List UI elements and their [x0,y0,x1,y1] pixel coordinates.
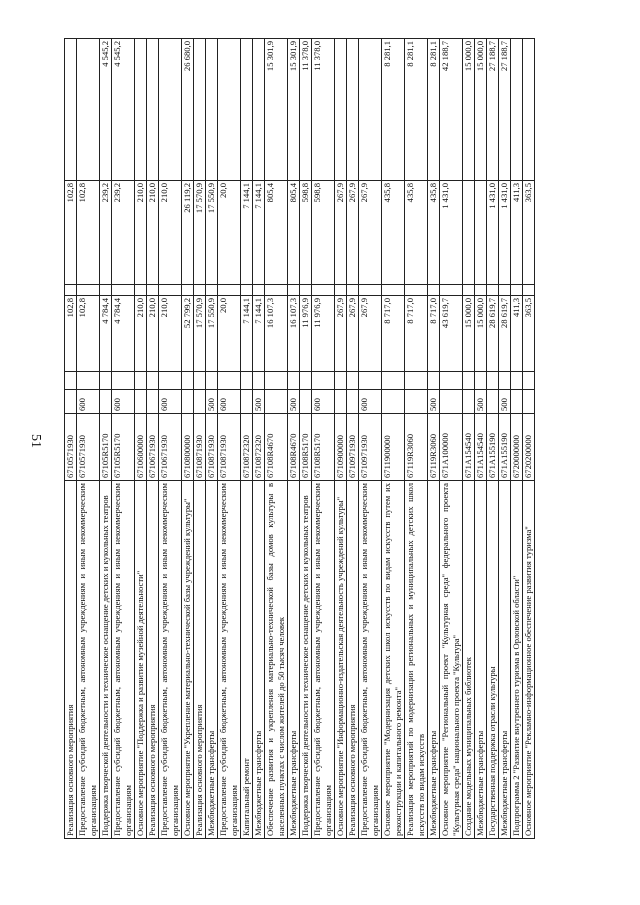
table-cell: 67105R5170 [100,414,112,481]
table-cell: 600 [312,390,335,414]
table-cell [206,372,218,390]
table-cell [135,285,147,296]
table-cell: 17 550,9 [206,296,218,372]
table-cell: 17 550,9 [206,181,218,285]
table-cell: 67108R4670 [288,414,300,481]
table-cell: Межбюджетные трансферты [499,481,511,839]
table-cell: Предоставление субсидий бюджетным, автономным учреждениям и иным некоммерческим организациям [159,481,182,839]
table-cell [440,285,463,296]
table-cell: 7 144,1 [241,296,253,372]
table-cell: Межбюджетные трансферты [206,481,218,839]
table-cell: 805,4 [288,181,300,285]
table-cell: 28 619,7 [487,296,499,372]
table-cell: 8 281,1 [382,39,405,181]
table-cell [335,390,347,414]
table-cell: 16 107,3 [265,296,288,372]
table-cell: 267,9 [359,296,382,372]
table-cell: 17 570,9 [194,181,206,285]
table-cell: 6710671930 [159,414,182,481]
table-cell [159,39,182,181]
table-row [182,39,194,839]
table-cell [147,39,159,181]
table-cell: 102,8 [77,296,100,372]
table-cell: 52 799,2 [182,296,194,372]
table-cell [135,390,147,414]
table-cell [288,372,300,390]
table-cell [347,372,359,390]
table-cell: 8 281,1 [405,39,428,181]
table-cell: Межбюджетные трансферты [475,481,487,839]
table-cell: 500 [206,390,218,414]
table-cell: 15 301,9 [265,39,288,181]
table-cell: 15 000,0 [463,296,475,372]
table-cell [428,285,440,296]
table-cell [194,285,206,296]
table-row [206,39,218,839]
table-cell: 15 000,0 [475,39,487,181]
table-row [428,39,440,839]
table-cell [487,390,499,414]
table-cell [182,372,194,390]
table-cell [206,285,218,296]
table-cell [428,372,440,390]
table-cell: 6710600000 [135,414,147,481]
table-cell [135,39,147,181]
table-cell: Межбюджетные трансферты [253,481,265,839]
table-cell [253,285,265,296]
table-cell [523,285,535,296]
table-cell: 67108R5170 [300,414,312,481]
table-row [77,39,100,839]
table-cell: 500 [499,390,511,414]
table-cell: 6710571930 [65,414,77,481]
table-cell: 671A154540 [463,414,475,481]
table-cell [265,285,288,296]
table-cell: 6710971930 [359,414,382,481]
table-cell: 67108R5170 [312,414,335,481]
table-cell [359,372,382,390]
table-cell: Основное мероприятие "Модернизация детских школ искусств по видам искусств путем их реконструкции и капитального ремонта" [382,481,405,839]
table-cell: 28 619,7 [499,296,511,372]
table-cell [65,390,77,414]
table-cell [347,390,359,414]
table-row [218,39,241,839]
table-cell: 42 188,7 [440,39,463,181]
table-cell: 4 784,4 [112,296,135,372]
table-cell [487,285,499,296]
table-cell: 267,9 [347,181,359,285]
table-cell: 11 378,0 [312,39,335,181]
table-cell: 67105R5170 [112,414,135,481]
table-cell: Обеспечение развития и укрепления материально-технической базы домов культуры в населенных пунктах с числом жителей до 50 тысяч человек [265,481,288,839]
table-cell: 15 000,0 [463,39,475,181]
table-cell: 11 976,9 [300,296,312,372]
table-cell: 210,0 [159,181,182,285]
table-cell: Создание модельных муниципальных библиотек [463,481,475,839]
table-cell: 6710872320 [253,414,265,481]
table-cell: 600 [159,390,182,414]
table-cell [463,372,475,390]
table-cell [359,39,382,181]
table-cell [523,39,535,181]
table-row [112,39,135,839]
table-cell: 6710671930 [147,414,159,481]
table-cell: Реализация основного мероприятия [147,481,159,839]
table-cell: 210,0 [147,296,159,372]
table-cell: 600 [77,390,100,414]
table-cell: 435,8 [405,181,428,285]
table-cell: 6710871930 [206,414,218,481]
table-cell: Подпрограмма 2 "Развитие внутреннего туризма в Орловской области" [511,481,523,839]
table-cell: 1 431,0 [499,181,511,285]
table-row [463,39,475,839]
table-cell: 239,2 [100,181,112,285]
table-cell: 102,8 [77,181,100,285]
budget-table [64,38,535,839]
table-cell [77,39,100,181]
table-cell [382,390,405,414]
table-cell: 671A154540 [475,414,487,481]
table-cell [523,372,535,390]
table-row [147,39,159,839]
table-cell [382,285,405,296]
table-cell: 4 545,2 [100,39,112,181]
table-cell [194,372,206,390]
table-cell [77,285,100,296]
table-cell: 11 976,9 [312,296,335,372]
table-cell [335,285,347,296]
table-cell: Основное мероприятие "Укрепление материально-технической базы учреждений культуры" [182,481,194,839]
table-cell: Капитальный ремонт [241,481,253,839]
table-cell [241,285,253,296]
table-row [300,39,312,839]
table-cell: 67119R3060 [405,414,428,481]
table-cell [65,39,77,181]
table-cell [347,285,359,296]
table-cell [440,390,463,414]
table-cell [147,390,159,414]
table-cell: 4 784,4 [100,296,112,372]
table-cell: Межбюджетные трансферты [288,481,300,839]
table-cell [300,390,312,414]
table-cell: 67119R3060 [428,414,440,481]
table-cell: 6710971930 [347,414,359,481]
table-cell [100,372,112,390]
table-row [359,39,382,839]
table-cell [100,285,112,296]
table-body [65,39,535,839]
table-row [347,39,359,839]
table-cell: 102,8 [65,296,77,372]
table-cell: Реализация основного мероприятия [65,481,77,839]
table-cell: 6710900000 [335,414,347,481]
table-cell [288,285,300,296]
table-cell: Государственная поддержка отрасли культуры [487,481,499,839]
table-cell [359,285,382,296]
table-cell [112,285,135,296]
table-cell [194,39,206,181]
table-row [100,39,112,839]
table-cell: 500 [253,390,265,414]
table-cell: 435,8 [382,181,405,285]
table-cell: 363,5 [523,181,535,285]
table-cell [218,39,241,181]
table-cell: 411,3 [511,181,523,285]
table-row [511,39,523,839]
table-cell [218,372,241,390]
table-cell: 8 717,0 [405,296,428,372]
table-cell [312,285,335,296]
table-cell: 4 545,2 [112,39,135,181]
table-cell: Реализация основного мероприятия [347,481,359,839]
table-cell: 805,4 [265,181,288,285]
table-cell: 671A155190 [487,414,499,481]
table-cell: 17 570,9 [194,296,206,372]
table-cell: 363,5 [523,296,535,372]
table-cell: 435,8 [428,181,440,285]
table-cell [440,372,463,390]
table-cell: 43 619,7 [440,296,463,372]
table-cell: 6710571930 [77,414,100,481]
table-cell [347,39,359,181]
table-cell: 598,8 [300,181,312,285]
table-cell: 267,9 [335,181,347,285]
table-cell: 411,3 [511,296,523,372]
table-cell: 20,0 [218,296,241,372]
table-cell: Предоставление субсидий бюджетным, автономным учреждениям и иным некоммерческим организациям [112,481,135,839]
table-row [440,39,463,839]
table-cell [499,285,511,296]
table-cell: 102,8 [65,181,77,285]
table-cell: 210,0 [159,296,182,372]
table-cell [159,285,182,296]
table-cell [182,390,194,414]
table-cell: 267,9 [335,296,347,372]
table-cell: 210,0 [147,181,159,285]
table-row [241,39,253,839]
table-cell [112,372,135,390]
table-row [475,39,487,839]
table-cell [300,285,312,296]
table-cell: 267,9 [359,181,382,285]
table-cell: 8 717,0 [382,296,405,372]
table-cell: 6720200000 [523,414,535,481]
table-cell: Межбюджетные трансферты [428,481,440,839]
table-row [253,39,265,839]
table-cell [194,390,206,414]
table-cell [511,390,523,414]
table-cell: 1 431,0 [487,181,499,285]
table-cell: 600 [218,390,241,414]
table-cell: 598,8 [312,181,335,285]
table-cell [65,285,77,296]
table-cell [206,39,218,181]
table-cell: 16 107,3 [288,296,300,372]
table-cell [241,390,253,414]
table-cell [382,372,405,390]
table-cell: Реализация мероприятий по модернизации региональных и муниципальных детских школ искусств по видам искусств [405,481,428,839]
table-cell [405,372,428,390]
table-cell: 7 144,1 [253,296,265,372]
table-cell: 7 144,1 [253,181,265,285]
table-cell: Предоставление субсидий бюджетным, автономным учреждениям и иным некоммерческим организациям [359,481,382,839]
table-row [499,39,511,839]
table-cell: 6710871930 [218,414,241,481]
table-cell [77,372,100,390]
table-cell: 6710800000 [182,414,194,481]
table-cell: 671A155190 [499,414,511,481]
table-cell [253,372,265,390]
table-cell [463,390,475,414]
table-row [382,39,405,839]
rotated-page [64,39,594,839]
table-cell: 671A100000 [440,414,463,481]
table-cell: 67108R4670 [265,414,288,481]
table-cell: Основное мероприятие "Региональный проект "Культурная среда" федерального проекта "Культурная среда" национального проекта "Культура" [440,481,463,839]
table-row [159,39,182,839]
table-cell [265,372,288,390]
table-cell: 210,0 [135,181,147,285]
table-cell: Предоставление субсидий бюджетным, автономным учреждениям и иным некоммерческим организациям [218,481,241,839]
table-cell: 15 000,0 [475,296,487,372]
table-row [405,39,428,839]
table-cell: Предоставление субсидий бюджетным, автономным учреждениям и иным некоммерческим организациям [312,481,335,839]
table-cell [511,39,523,181]
table-cell [253,39,265,181]
table-cell: 1 431,0 [440,181,463,285]
table-cell: Предоставление субсидий бюджетным, автономным учреждениям и иным некоммерческим организациям [77,481,100,839]
table-cell [100,390,112,414]
table-cell: Основное мероприятие "Информационно-издательская деятельность учреждений культуры" [335,481,347,839]
table-cell [147,285,159,296]
table-cell [511,285,523,296]
table-cell: Реализация основного мероприятия [194,481,206,839]
table-cell [265,390,288,414]
table-cell [475,372,487,390]
table-cell [300,372,312,390]
table-cell [335,39,347,181]
table-cell: 600 [112,390,135,414]
table-cell [65,372,77,390]
table-cell: 6720000000 [511,414,523,481]
table-cell [499,372,511,390]
table-row [312,39,335,839]
table-cell: 500 [428,390,440,414]
table-cell [147,372,159,390]
table-row [487,39,499,839]
table-row [265,39,288,839]
table-cell [241,372,253,390]
table-cell: 8 281,1 [428,39,440,181]
table-cell: 600 [359,390,382,414]
table-cell [511,372,523,390]
table-cell: 7 144,1 [241,181,253,285]
table-cell: 27 188,7 [499,39,511,181]
table-cell: 6710871930 [194,414,206,481]
table-cell: 15 301,9 [288,39,300,181]
table-cell: 210,0 [135,296,147,372]
table-cell: 500 [475,390,487,414]
table-row [194,39,206,839]
table-row [288,39,300,839]
table-cell: 20,0 [218,181,241,285]
table-cell: 26 680,0 [182,39,194,181]
table-cell: 26 119,2 [182,181,194,285]
table-cell [312,372,335,390]
table-cell: 500 [288,390,300,414]
page-number: 51 [28,434,43,448]
table-cell [218,285,241,296]
table-cell: Поддержка творческой деятельности и техническое оснащение детских и кукольных театров [300,481,312,839]
table-cell: Поддержка творческой деятельности и техническое оснащение детских и кукольных театров [100,481,112,839]
table-cell: 6710872320 [241,414,253,481]
table-cell [463,285,475,296]
table-cell [241,39,253,181]
table-cell [335,372,347,390]
table-cell: 6711900000 [382,414,405,481]
table-cell: 239,2 [112,181,135,285]
table-row [135,39,147,839]
table-cell: 11 378,0 [300,39,312,181]
table-cell [475,285,487,296]
table-cell [405,390,428,414]
table-cell: 267,9 [347,296,359,372]
table-cell: 8 717,0 [428,296,440,372]
table-cell: Основное мероприятие "Рекламно-информационное обеспечение развития туризма" [523,481,535,839]
table-cell [475,181,487,285]
table-row [523,39,535,839]
table-cell [182,285,194,296]
table-cell: Основное мероприятие "Поддержка и развитие музейной деятельности" [135,481,147,839]
table-cell [135,372,147,390]
table-row [65,39,77,839]
table-cell [463,181,475,285]
table-cell [405,285,428,296]
table-cell: 27 188,7 [487,39,499,181]
table-cell [159,372,182,390]
table-cell [487,372,499,390]
table-row [335,39,347,839]
table-cell [523,390,535,414]
